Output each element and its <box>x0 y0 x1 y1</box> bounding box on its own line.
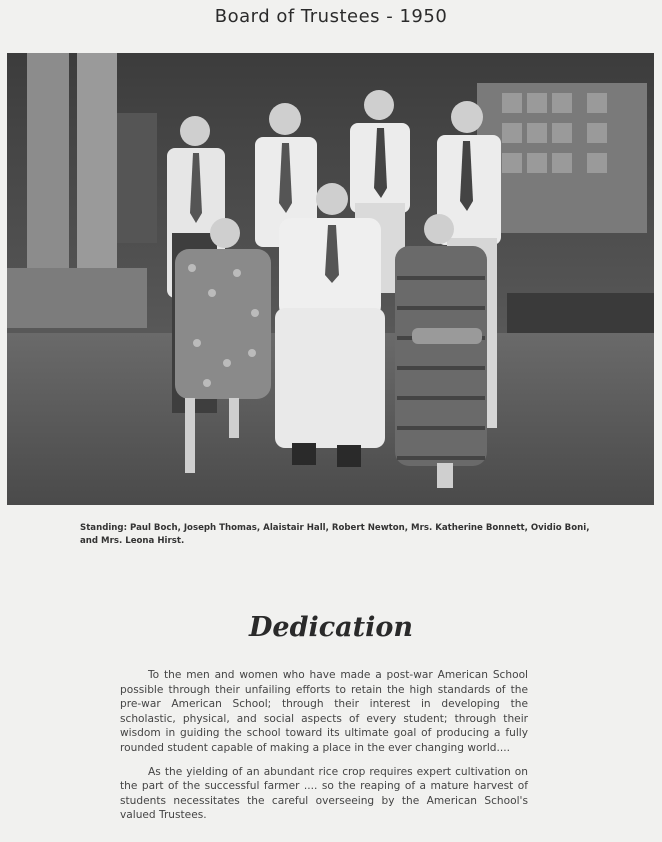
trustees-photo-illustration <box>7 53 654 505</box>
dedication-paragraph: To the men and women who have made a post-war American School possible through their unfailing efforts to retain the high standards of the pre-war American School; through their interest in developing the scholastic, physical, and social aspects of every student; through their wisdom in guiding the school toward its ultimate goal of producing a fully rounded student capable of making a place in the ever changing world.... <box>120 669 528 754</box>
dedication-heading: Dedication <box>248 612 414 643</box>
trustees-photo <box>7 53 654 505</box>
page-title: Board of Trustees - 1950 <box>214 6 448 27</box>
photo-caption: Standing: Paul Boch, Joseph Thomas, Alaistair Hall, Robert Newton, Mrs. Katherine Bonnett, Ovidio Boni, and Mrs. Leona Hirst. <box>80 523 590 546</box>
dedication-paragraph: As the yielding of an abundant rice crop requires expert cultivation on the part of the successful farmer .... so the reaping of a mature harvest of students necessitates the careful overseeing by the American School's valued Trustees. <box>120 765 528 822</box>
dedication-body <box>120 668 528 832</box>
